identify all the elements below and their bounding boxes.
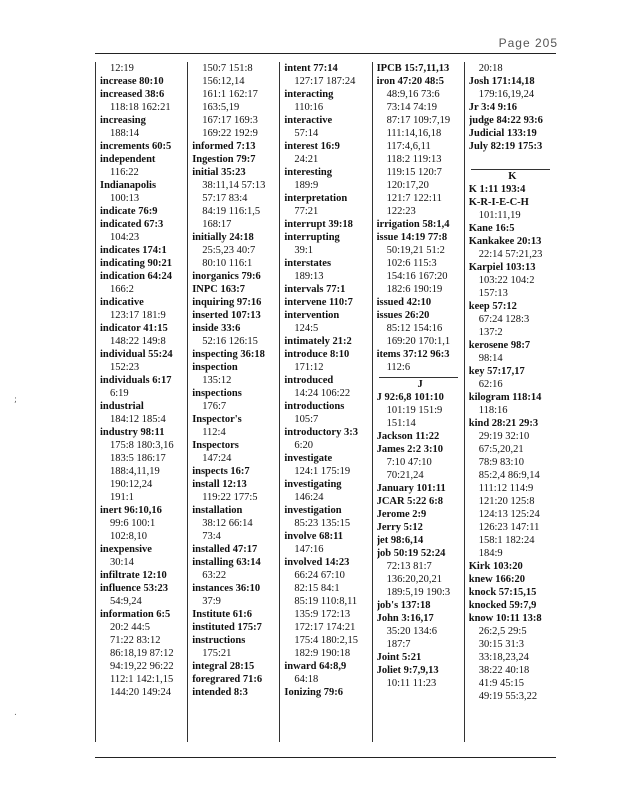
index-page-refs: 6:20 — [294, 440, 314, 451]
index-term: knocked 59:7,9 — [468, 600, 537, 611]
index-term: instructions — [192, 635, 246, 646]
index-term: inserted 107:13 — [192, 310, 261, 321]
index-term: job's 137:18 — [376, 600, 431, 611]
index-page-refs: 73:4 — [202, 531, 221, 542]
index-page-refs: 22:14 57:21,23 — [478, 249, 543, 260]
index-page-refs: 147:16 — [294, 544, 324, 555]
index-column-3 — [279, 62, 371, 742]
index-page-refs: 183:5 186:17 — [110, 453, 166, 464]
index-term: integral 28:15 — [192, 661, 255, 672]
index-term: January 101:11 — [376, 483, 446, 494]
index-column-5 — [464, 62, 556, 742]
index-page-refs: 166:2 — [110, 284, 134, 295]
index-page-refs: 136:20,20,21 — [386, 574, 442, 585]
index-term: inside 33:6 — [192, 323, 241, 334]
index-page-refs: 64:18 — [294, 674, 319, 685]
index-page-refs: 80:10 116:1 — [202, 258, 253, 269]
index-page-refs: 87:17 109:7,19 — [386, 115, 451, 126]
index-term: initially 24:18 — [192, 232, 254, 243]
index-page-refs: 147:24 — [202, 453, 232, 464]
index-page-refs: 161:1 162:17 — [202, 89, 258, 100]
index-page-refs: 101:19 151:9 — [386, 405, 443, 416]
index-page-refs: 63:22 — [202, 570, 227, 581]
index-page-refs: 14:24 106:22 — [294, 388, 351, 399]
index-page-refs: 175:21 — [202, 648, 232, 659]
index-term: Jr 3:4 9:16 — [468, 102, 517, 113]
index-term: individuals 6:17 — [100, 375, 172, 386]
index-term: J 92:6,8 101:10 — [376, 392, 444, 403]
index-page-refs: 118:2 119:13 — [386, 154, 442, 165]
index-term: inward 64:8,9 — [284, 661, 347, 672]
index-page-refs: 112:4 — [202, 427, 226, 438]
index-term: foregrared 71:6 — [192, 674, 263, 685]
index-page-refs: 62:16 — [478, 379, 503, 390]
letter-heading: K — [508, 171, 517, 182]
index-term: increased 38:6 — [100, 89, 165, 100]
page-number-header: Page 205 — [498, 36, 558, 50]
index-column-4 — [372, 62, 464, 742]
index-term: inspections — [192, 388, 242, 399]
index-page-refs: 85:2,4 86:9,14 — [478, 470, 540, 481]
margin-mark: . — [14, 708, 17, 718]
index-page-refs: 85:23 135:15 — [294, 518, 351, 529]
index-page-refs: 124:13 125:24 — [478, 509, 540, 520]
index-page-refs: 103:22 104:2 — [478, 275, 535, 286]
index-page-refs: 179:16,19,24 — [478, 89, 535, 100]
index-term: issue 14:19 77:8 — [376, 232, 448, 243]
index-page-refs: 122:23 — [386, 206, 416, 217]
index-term: iron 47:20 48:5 — [376, 76, 445, 87]
index-page-refs: 86:18,19 87:12 — [110, 648, 174, 659]
index-page-refs: 169:20 170:1,1 — [386, 336, 451, 347]
index-term: indicated 67:3 — [100, 219, 164, 230]
index-term: increments 60:5 — [100, 141, 172, 152]
index-page-refs: 49:19 55:3,22 — [478, 691, 538, 702]
index-page-refs: 84:19 116:1,5 — [202, 206, 261, 217]
index-term: indication 64:24 — [100, 271, 173, 282]
index-term: Karpiel 103:13 — [468, 262, 536, 273]
index-page-refs: 152:23 — [110, 362, 140, 373]
index-page-refs: 182:9 190:18 — [294, 648, 351, 659]
index-page-refs: 121:7 122:11 — [386, 193, 442, 204]
index-page-refs: 57:17 83:4 — [202, 193, 248, 204]
index-term: indicates 174:1 — [100, 245, 167, 256]
index-term: independent — [100, 154, 156, 165]
index-page-refs: 112:1 142:1,15 — [110, 674, 174, 685]
index-term: instances 36:10 — [192, 583, 261, 594]
index-term: jet 98:6,14 — [376, 535, 424, 546]
index-term: intimately 21:2 — [284, 336, 352, 347]
index-term: increase 80:10 — [100, 76, 164, 87]
index-page-refs: 171:12 — [294, 362, 324, 373]
index-page-refs: 176:7 — [202, 401, 227, 412]
index-term: Jerome 2:9 — [376, 509, 427, 520]
index-page-refs: 24:21 — [294, 154, 319, 165]
index-term: kind 28:21 29:3 — [468, 418, 539, 429]
index-page-refs: 189:9 — [294, 180, 319, 191]
index-page-refs: 121:20 125:8 — [478, 496, 535, 507]
index-term: interpretation — [284, 193, 348, 204]
index-page-refs: 135:9 172:13 — [294, 609, 351, 620]
index-term: Institute 61:6 — [192, 609, 252, 620]
index-page-refs: 148:22 149:8 — [110, 336, 166, 347]
index-page-refs: 157:13 — [478, 288, 508, 299]
index-page-refs: 127:17 187:24 — [294, 76, 356, 87]
index-term: items 37:12 96:3 — [376, 349, 450, 360]
index-page-refs: 71:22 83:12 — [110, 635, 161, 646]
index-term: intervene 110:7 — [284, 297, 353, 308]
index-page-refs: 184:12 185:4 — [110, 414, 166, 425]
index-term: industry 98:11 — [100, 427, 165, 438]
index-page-refs: 85:19 110:8,11 — [294, 596, 358, 607]
index-page-refs: 101:11,19 — [478, 210, 521, 221]
index-term: Joint 5:21 — [376, 652, 422, 663]
index-term: interesting — [284, 167, 333, 178]
index-term: installing 63:14 — [192, 557, 261, 568]
index-term: interactive — [284, 115, 333, 126]
index-term: issues 26:20 — [376, 310, 430, 321]
index-page-refs: 118:18 162:21 — [110, 102, 171, 113]
index-page-refs: 37:9 — [202, 596, 221, 607]
index-page-refs: 172:17 174:21 — [294, 622, 356, 633]
index-page-refs: 123:17 181:9 — [110, 310, 166, 321]
index-term: involve 68:11 — [284, 531, 344, 542]
index-term: interest 16:9 — [284, 141, 340, 152]
index-page-refs: 188:14 — [110, 128, 140, 139]
letter-heading: J — [417, 379, 423, 390]
index-term: kerosene 98:7 — [468, 340, 531, 351]
index-term: Inspector's — [192, 414, 242, 425]
index-page-refs: 50:19,21 51:2 — [386, 245, 445, 256]
index-term: Josh 171:14,18 — [468, 76, 535, 87]
index-page-refs: 156:12,14 — [202, 76, 245, 87]
index-term: investigating — [284, 479, 342, 490]
index-page-refs: 25:5,23 40:7 — [202, 245, 256, 256]
index-term: John 3:16,17 — [376, 613, 434, 624]
index-page-refs: 184:9 — [478, 548, 503, 559]
index-term: instituted 175:7 — [192, 622, 262, 633]
index-page-refs: 38:12 66:14 — [202, 518, 253, 529]
index-page-refs: 150:7 151:8 — [202, 63, 253, 74]
index-term: job 50:19 52:24 — [376, 548, 446, 559]
index-term: introductory 3:3 — [284, 427, 358, 438]
index-term: indicative — [100, 297, 144, 308]
index-term: intended 8:3 — [192, 687, 248, 698]
index-term: K-R-I-E-C-H — [468, 197, 529, 208]
index-page-refs: 35:20 134:6 — [386, 626, 438, 637]
index-term: judge 84:22 93:6 — [468, 115, 543, 126]
index-term: inorganics 79:6 — [192, 271, 261, 282]
index-term: intervals 77:1 — [284, 284, 346, 295]
index-term: Jerry 5:12 — [376, 522, 423, 533]
index-term: Kankakee 20:13 — [468, 236, 542, 247]
index-term: investigation — [284, 505, 342, 516]
index-column-2 — [187, 62, 279, 742]
index-term: key 57:17,17 — [468, 366, 525, 377]
index-page-refs: 48:9,16 73:6 — [386, 89, 440, 100]
index-page-refs: 175:8 180:3,16 — [110, 440, 174, 451]
index-page-refs: 66:24 67:10 — [294, 570, 345, 581]
index-page-refs: 104:23 — [110, 232, 140, 243]
index-page-refs: 191:1 — [110, 492, 134, 503]
index-term: issued 42:10 — [376, 297, 432, 308]
index-page-refs: 20:18 — [478, 63, 503, 74]
index-term: irrigation 58:1,4 — [376, 219, 450, 230]
index-page-refs: 98:14 — [478, 353, 503, 364]
index-page-refs: 105:7 — [294, 414, 319, 425]
index-page-refs: 85:12 154:16 — [386, 323, 443, 334]
index-page-refs: 30:15 31:3 — [478, 639, 524, 650]
index-page-refs: 144:20 149:24 — [110, 687, 171, 698]
index-term: information 6:5 — [100, 609, 171, 620]
index-term: Joliet 9:7,9,13 — [376, 665, 439, 676]
index-term: inspection — [192, 362, 238, 373]
index-page-refs: 158:1 182:24 — [478, 535, 535, 546]
index-page-refs: 70:21,24 — [386, 470, 424, 481]
index-term: informed 7:13 — [192, 141, 256, 152]
index-page-refs: 117:4,6,11 — [386, 141, 431, 152]
index-term: increasing — [100, 115, 146, 126]
index-term: inspecting 36:18 — [192, 349, 265, 360]
index-term: Jackson 11:22 — [376, 431, 440, 442]
index-page-refs: 135:12 — [202, 375, 232, 386]
blank-line — [469, 153, 556, 166]
index-page-refs: 20:2 44:5 — [110, 622, 150, 633]
index-page-refs: 168:17 — [202, 219, 232, 230]
index-term: Kirk 103:20 — [468, 561, 523, 572]
index-page-refs: 29:19 32:10 — [478, 431, 530, 442]
index-page-refs: 52:16 126:15 — [202, 336, 258, 347]
index-page-refs: 169:22 192:9 — [202, 128, 258, 139]
index-page-refs: 10:11 11:23 — [386, 678, 437, 689]
index-term: intent 77:14 — [284, 63, 338, 74]
index-page-refs: 175:4 180:2,15 — [294, 635, 358, 646]
index-term: interacting — [284, 89, 334, 100]
index-term: K 1:11 193:4 — [468, 184, 526, 195]
index-term: knock 57:15,15 — [468, 587, 537, 598]
index-term: Ingestion 79:7 — [192, 154, 256, 165]
index-page-refs: 94:19,22 96:22 — [110, 661, 174, 672]
index-page-refs: 124:1 175:19 — [294, 466, 351, 477]
index-page-refs: 182:6 190:19 — [386, 284, 443, 295]
index-page-refs: 146:24 — [294, 492, 324, 503]
index-page-refs: 38:22 40:18 — [478, 665, 530, 676]
index-page-refs: 77:21 — [294, 206, 319, 217]
index-page-refs: 7:10 47:10 — [386, 457, 432, 468]
index-page-refs: 151:14 — [386, 418, 416, 429]
index-page-refs: 12:19 — [110, 63, 134, 74]
index-page-refs: 99:6 100:1 — [110, 518, 156, 529]
index-term: keep 57:12 — [468, 301, 517, 312]
index-term: installed 47:17 — [192, 544, 258, 555]
index-page-refs: 189:5,19 190:3 — [386, 587, 451, 598]
index-term: installation — [192, 505, 243, 516]
index-page-refs: 38:11,14 57:13 — [202, 180, 266, 191]
index-page-refs: 82:15 84:1 — [294, 583, 340, 594]
index-term: inspects 16:7 — [192, 466, 250, 477]
index-page-refs: 102:8,10 — [110, 531, 148, 542]
index-page-refs: 137:2 — [478, 327, 503, 338]
index-page-refs: 110:16 — [294, 102, 324, 113]
index-term: interrupt 39:18 — [284, 219, 353, 230]
margin-mark: ; — [14, 395, 18, 405]
index-term: kilogram 118:14 — [468, 392, 542, 403]
index-page-refs: 73:14 74:19 — [386, 102, 438, 113]
index-page-refs: 189:13 — [294, 271, 324, 282]
index-page-refs: 41:9 45:15 — [478, 678, 524, 689]
index-term: know 10:11 13:8 — [468, 613, 542, 624]
index-page-refs: 111:14,16,18 — [386, 128, 442, 139]
index-page-refs: 187:7 — [386, 639, 411, 650]
index-term: infiltrate 12:10 — [100, 570, 167, 581]
index-page-refs: 190:12,24 — [110, 479, 153, 490]
index-page-refs: 124:5 — [294, 323, 319, 334]
index-term: inert 96:10,16 — [100, 505, 162, 516]
index-term: indicating 90:21 — [100, 258, 173, 269]
index-page-refs: 111:12 114:9 — [478, 483, 534, 494]
index-term: intervention — [284, 310, 340, 321]
index-page-refs: 126:23 147:11 — [478, 522, 540, 533]
index-page-refs: 39:1 — [294, 245, 314, 256]
index-page-refs: 100:13 — [110, 193, 140, 204]
index-term: interstates — [284, 258, 332, 269]
index-term: Indianapolis — [100, 180, 157, 191]
index-page-refs: 116:22 — [110, 167, 139, 178]
index-page-refs: 119:15 120:7 — [386, 167, 442, 178]
index-term: July 82:19 175:3 — [468, 141, 543, 152]
index-page-refs: 188:4,11,19 — [110, 466, 160, 477]
index-term: Inspectors — [192, 440, 239, 451]
index-term: inexpensive — [100, 544, 152, 555]
index-term: install 12:13 — [192, 479, 247, 490]
bottom-rule — [95, 757, 556, 758]
index-page-refs: 26:2,5 29:5 — [478, 626, 527, 637]
index-term: industrial — [100, 401, 144, 412]
index-term: indicate 76:9 — [100, 206, 158, 217]
index-term: inquiring 97:16 — [192, 297, 262, 308]
index-page-refs: 102:6 115:3 — [386, 258, 437, 269]
index-page-refs: 67:24 128:3 — [478, 314, 530, 325]
index-page-refs: 163:5,19 — [202, 102, 240, 113]
index-term: introduce 8:10 — [284, 349, 350, 360]
index-columns — [95, 62, 556, 742]
index-page-refs: 54:9,24 — [110, 596, 142, 607]
index-term: Ionizing 79:6 — [284, 687, 344, 698]
index-term: initial 35:23 — [192, 167, 246, 178]
index-page-refs: 120:17,20 — [386, 180, 429, 191]
index-term: knew 166:20 — [468, 574, 526, 585]
index-page-refs: 72:13 81:7 — [386, 561, 432, 572]
index-term: Judicial 133:19 — [468, 128, 537, 139]
index-term: James 2:2 3:10 — [376, 444, 444, 455]
index-page-refs: 78:9 83:10 — [478, 457, 524, 468]
index-page-refs: 167:17 169:3 — [202, 115, 258, 126]
index-page-refs: 67:5,20,21 — [478, 444, 524, 455]
index-page-refs: 33:18,23,24 — [478, 652, 529, 663]
index-page-refs: 119:22 177:5 — [202, 492, 258, 503]
index-page-refs: 6:19 — [110, 388, 129, 399]
index-term: Kane 16:5 — [468, 223, 515, 234]
index-term: indicator 41:15 — [100, 323, 168, 334]
index-page-refs: 154:16 167:20 — [386, 271, 448, 282]
index-term: IPCB 15:7,11,13 — [376, 63, 450, 74]
index-page-refs: 57:14 — [294, 128, 319, 139]
index-term: JCAR 5:22 6:8 — [376, 496, 444, 507]
top-rule — [95, 53, 556, 54]
index-page-refs: 112:6 — [386, 362, 411, 373]
index-term: involved 14:23 — [284, 557, 350, 568]
index-page-refs: 118:16 — [478, 405, 508, 416]
index-term: introduced — [284, 375, 334, 386]
index-term: introductions — [284, 401, 345, 412]
index-column-1 — [95, 62, 187, 742]
index-page-refs: 30:14 — [110, 557, 134, 568]
index-term: interrupting — [284, 232, 340, 243]
index-term: influence 53:23 — [100, 583, 168, 594]
index-term: investigate — [284, 453, 333, 464]
index-term: INPC 163:7 — [192, 284, 245, 295]
index-term: individual 55:24 — [100, 349, 173, 360]
